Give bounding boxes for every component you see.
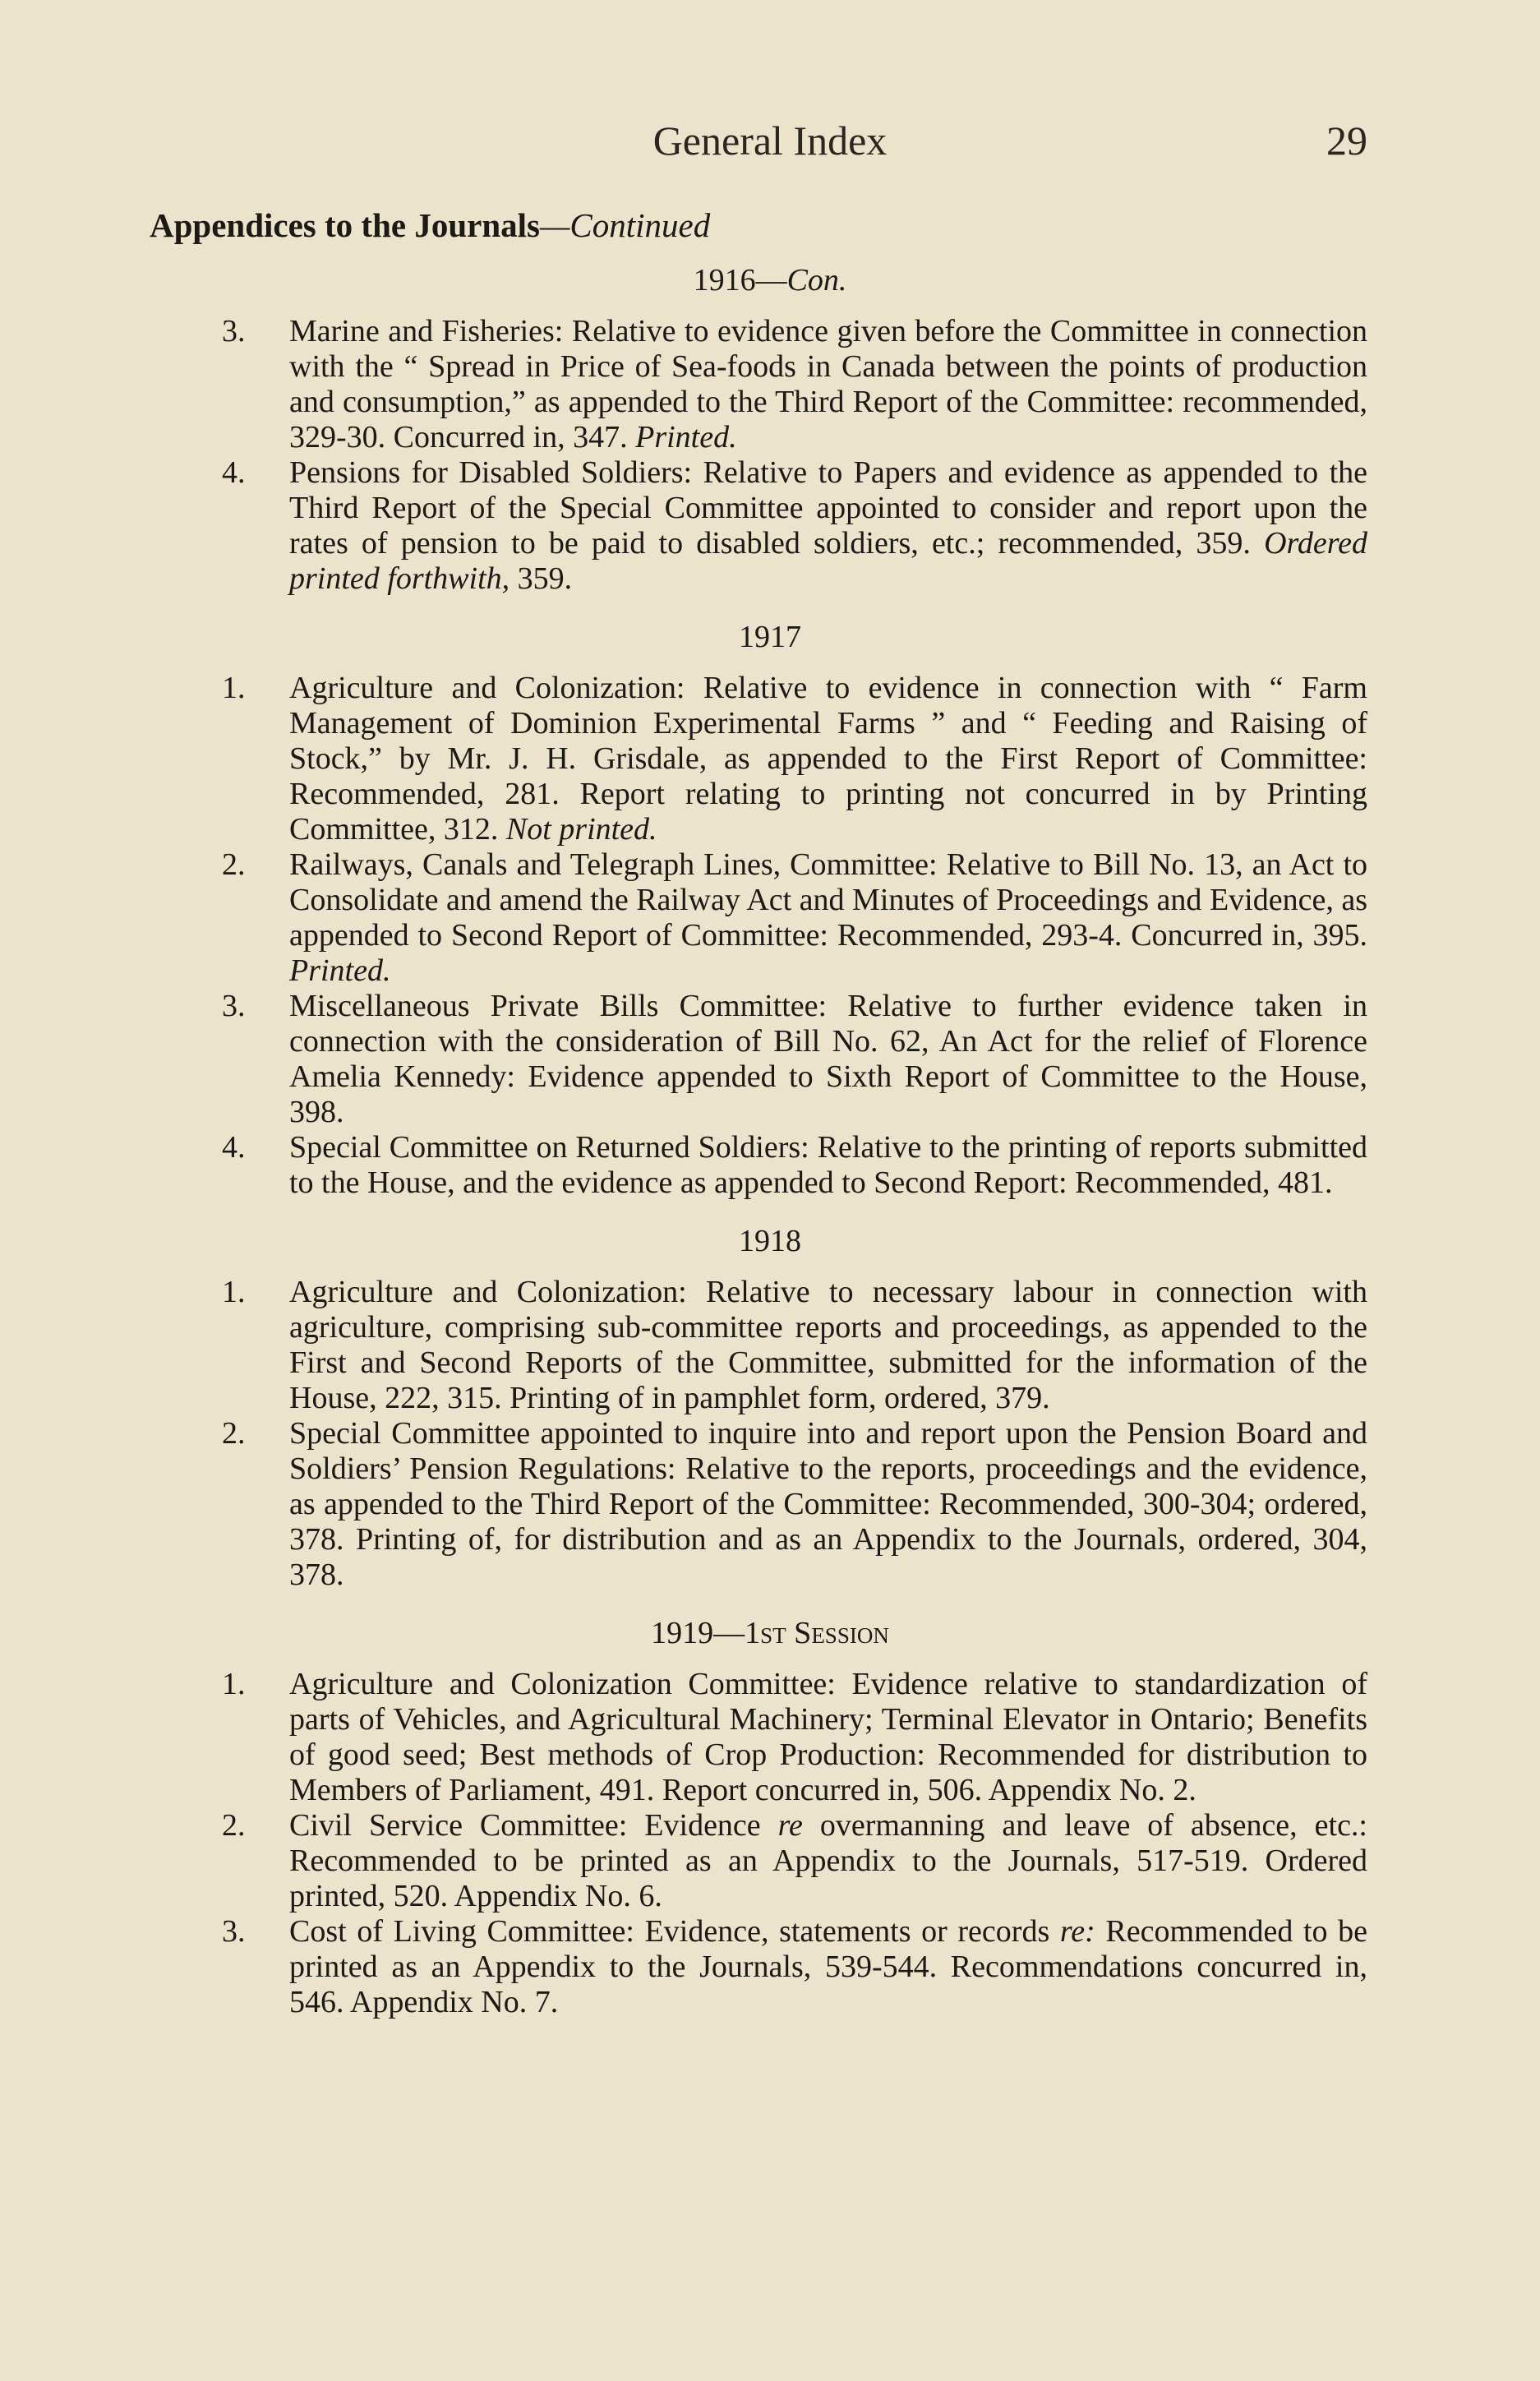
entry-text-italic: re: bbox=[1059, 1914, 1095, 1949]
entry-text-run: Miscellaneous Private Bills Committee: Relative to further evidence taken in connection with the consideration of Bill No. 62, An Act for the relief of Florence Amelia Kennedy: Evidence appended to Sixth Report of Committee to the House, 398. bbox=[289, 989, 1367, 1129]
year-session: 1st Session bbox=[745, 1616, 889, 1650]
entry-text bbox=[289, 1667, 1367, 1808]
running-title: General Index bbox=[652, 118, 888, 164]
entry-text-run: Civil Service Committee: Evidence bbox=[289, 1808, 778, 1843]
entry-number: 2. bbox=[222, 1416, 246, 1451]
running-head bbox=[0, 117, 1540, 174]
year-heading bbox=[0, 618, 1540, 656]
heading-bold: Appendices to the Journals bbox=[150, 206, 540, 244]
page-number: 29 bbox=[1326, 118, 1367, 164]
entry-number: 1. bbox=[222, 1275, 246, 1309]
index-entry bbox=[0, 455, 1540, 597]
entry-text-run: Cost of Living Committee: Evidence, statements or records bbox=[289, 1914, 1060, 1949]
year-label: 1918 bbox=[739, 1224, 801, 1258]
entry-text bbox=[289, 1130, 1367, 1201]
entry-text-italic: Ordered printed forthwith, bbox=[289, 526, 1367, 596]
entry-text bbox=[289, 1914, 1367, 2020]
index-entry bbox=[0, 1667, 1540, 1808]
entry-number: 1. bbox=[222, 671, 246, 705]
section-gap bbox=[0, 597, 1540, 618]
entry-text-run: 359. bbox=[509, 561, 573, 596]
index-entry bbox=[0, 1275, 1540, 1416]
entry-text-run: Recommended to be printed as an Appendix to the Journals, 539-544. Recommendations concurred in, 546. Appendix No. 7. bbox=[289, 1914, 1367, 2019]
index-entry bbox=[0, 671, 1540, 847]
entry-text-run: Agriculture and Colonization: Relative to evidence in connection with “ Farm Management of Dominion Experimental Farms ” and “ Feeding and Raising of Stock,” by Mr. J. H. Grisdale, as appended to the First Report of Committee: Recommended, 281. Report relating to printing not concurred in by Printing Committee, 312. bbox=[289, 671, 1367, 847]
entry-text-run: Marine and Fisheries: Relative to evidence given before the Committee in connection with the “ Spread in Price of Sea-foods in Canada between the points of production and consumption,” as appended to the Third Report of the Committee: recommended, 329-30. Concurred in, 347. bbox=[289, 314, 1367, 455]
index-entry bbox=[0, 314, 1540, 455]
section-gap bbox=[0, 1593, 1540, 1614]
year-label: 1917 bbox=[739, 620, 801, 654]
entry-text-italic: Not printed. bbox=[505, 812, 657, 847]
entry-number: 2. bbox=[222, 847, 246, 882]
index-entry bbox=[0, 1416, 1540, 1593]
entry-text-italic: Printed. bbox=[635, 420, 737, 455]
entry-text bbox=[289, 989, 1367, 1130]
entry-text bbox=[289, 1808, 1367, 1914]
entry-text bbox=[289, 455, 1367, 597]
entry-text bbox=[289, 314, 1367, 455]
section-gap bbox=[0, 1201, 1540, 1222]
index-entry bbox=[0, 1808, 1540, 1914]
entry-number: 4. bbox=[222, 1130, 246, 1165]
entry-number: 1. bbox=[222, 1667, 246, 1701]
entry-text-run: Agriculture and Colonization: Relative to necessary labour in connection with agriculture, comprising sub-committee reports and proceedings, as appended to the First and Second Reports of the Committee, submitted for the information of the House, 222, 315. Printing of in pamphlet form, ordered, 379. bbox=[289, 1275, 1367, 1415]
entry-number: 3. bbox=[222, 314, 246, 348]
entry-text bbox=[289, 1416, 1367, 1593]
index-entry bbox=[0, 989, 1540, 1130]
entry-number: 3. bbox=[222, 989, 246, 1023]
year-continued: Con. bbox=[786, 263, 847, 298]
index-entry bbox=[0, 1914, 1540, 2020]
entry-number: 3. bbox=[222, 1914, 246, 1949]
entry-text bbox=[289, 847, 1367, 989]
index-body bbox=[0, 261, 1540, 2020]
year-heading bbox=[0, 1222, 1540, 1260]
entry-text-run: Pensions for Disabled Soldiers: Relative to Papers and evidence as appended to the Third Report of the Special Committee appointed to consider and report upon the rates of pension to be paid to disabled soldiers, etc.; recommended, 359. bbox=[289, 455, 1367, 561]
year-heading bbox=[0, 1614, 1540, 1652]
section-heading bbox=[150, 205, 710, 245]
year-label: 1919— bbox=[651, 1616, 745, 1650]
entry-number: 4. bbox=[222, 455, 246, 490]
heading-italic: —Continued bbox=[539, 206, 711, 244]
entry-text-run: Agriculture and Colonization Committee: Evidence relative to standardization of parts of Vehicles, and Agricultural Machinery; Terminal Elevator in Ontario; Benefits of good seed; Best methods of Crop Production: Recommended for distribution to Members of Parliament, 491. Report concurred in, 506. Appendix No. 2. bbox=[289, 1667, 1367, 1807]
entry-text-run: Special Committee on Returned Soldiers: Relative to the printing of reports submitted to the House, and the evidence as appended to Second Report: Recommended, 481. bbox=[289, 1130, 1367, 1200]
entry-text-run: overmanning and leave of absence, etc.: Recommended to be printed as an Appendix to the Journals, 517-519. Ordered printed, 520. Appendix No. 6. bbox=[289, 1808, 1367, 1913]
entry-text bbox=[289, 1275, 1367, 1416]
index-entry bbox=[0, 1130, 1540, 1201]
entry-number: 2. bbox=[222, 1808, 246, 1843]
year-heading bbox=[0, 261, 1540, 299]
year-label: 1916— bbox=[693, 263, 787, 298]
entry-text bbox=[289, 671, 1367, 847]
entry-text-run: Railways, Canals and Telegraph Lines, Committee: Relative to Bill No. 13, an Act to Consolidate and amend the Railway Act and Minutes of Proceedings and Evidence, as appended to Second Report of Committee: Recommended, 293-4. Concurred in, 395. bbox=[289, 847, 1367, 953]
index-entry bbox=[0, 847, 1540, 989]
entry-text-run: Special Committee appointed to inquire into and report upon the Pension Board and Soldiers’ Pension Regulations: Relative to the reports, proceedings and the evidence, as appended to the Third Report of the Committee: Recommended, 300-304; ordered, 378. Printing of, for distribution and as an Appendix to the Journals, ordered, 304, 378. bbox=[289, 1416, 1367, 1592]
entry-text-italic: re bbox=[777, 1808, 803, 1843]
entry-text-italic: Printed. bbox=[289, 953, 391, 988]
